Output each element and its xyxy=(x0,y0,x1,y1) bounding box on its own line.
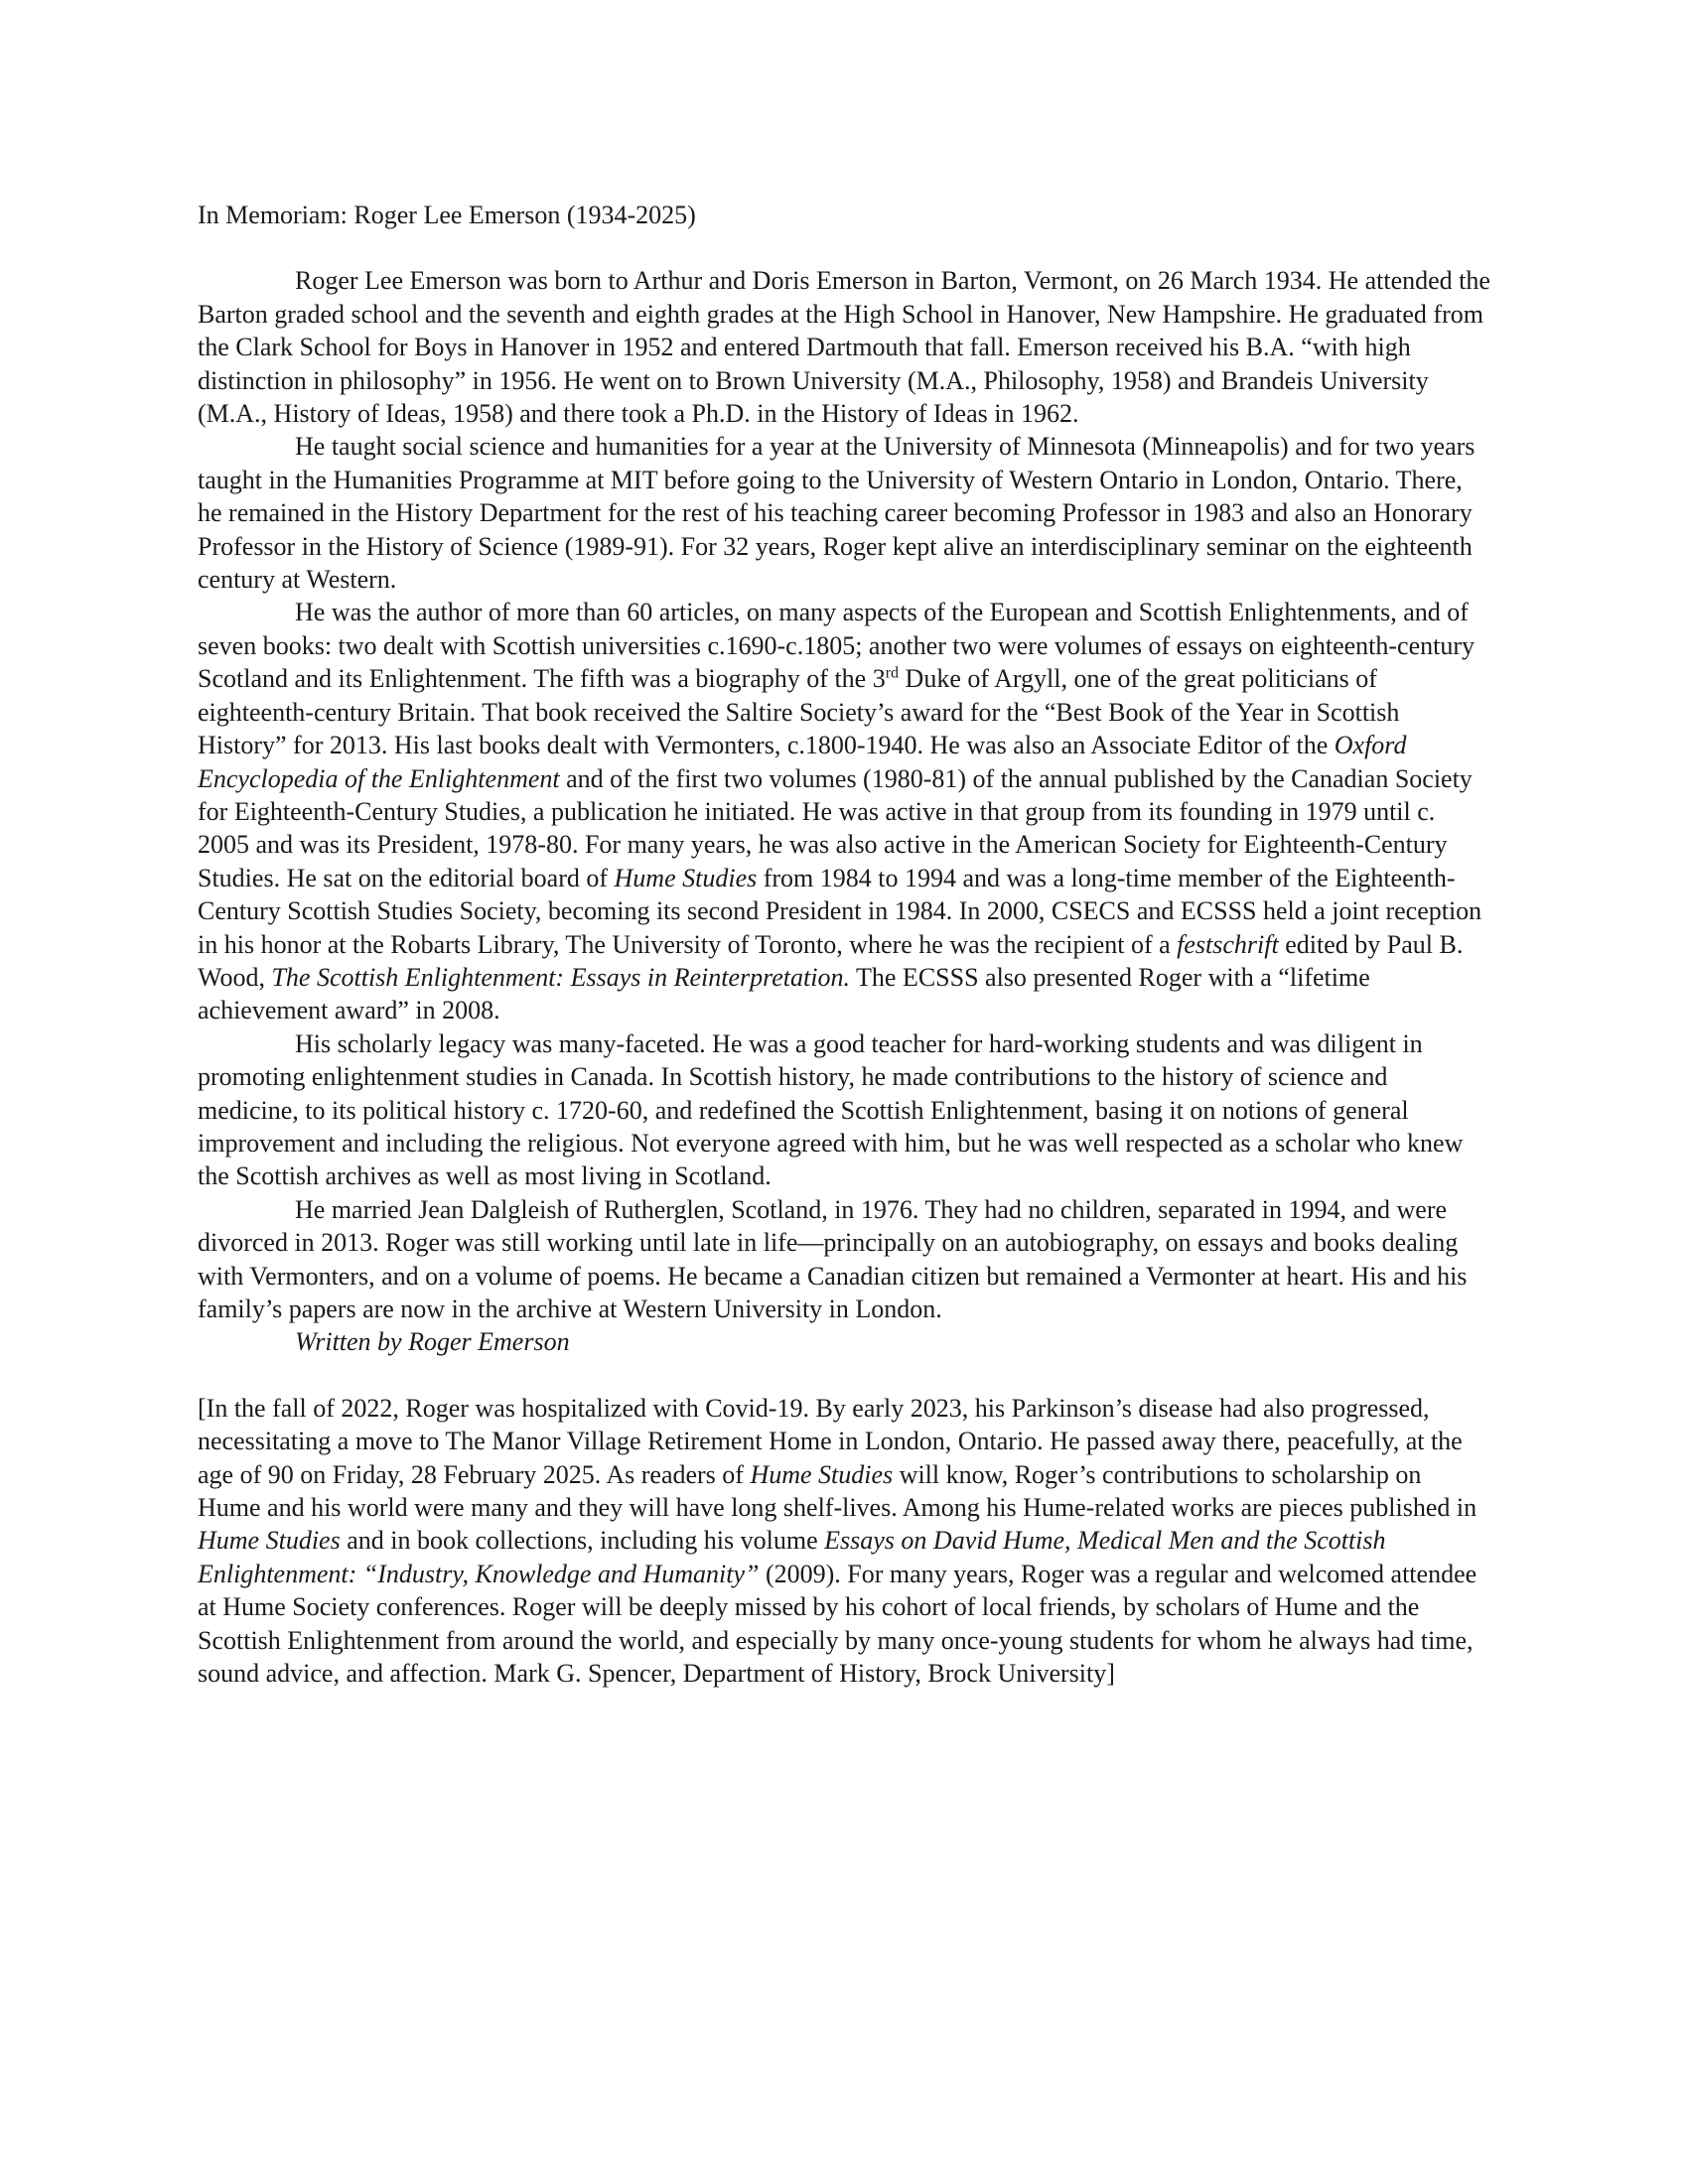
text-run: Duke of Argyll, one of the great politicians of eighteenth-century Britain. That book received the Saltire Society’s award for the “Best Book of the Year in Scottish History” for 2013. His last books dealt with Vermonters, c.1800-1940. He was also an Associate Editor of the xyxy=(198,664,1400,760)
text-run: and of the first two volumes (1980-81) of the annual published by the Canadian Society for Eighteenth-Century Studies, a publication he initiated. He was active in that group from its founding in 1979 until c. 2005 and was its President, 1978-80. For many years, he was also active in the American Society for Eighteenth-Century Studies. He sat on the editorial board of xyxy=(198,763,1473,892)
paragraph-early-life: Roger Lee Emerson was born to Arthur and Doris Emerson in Barton, Vermont, on 26 March 1934. He attended the Barton graded school and the seventh and eighth grades at the High School in Hanover, New Hampshire. He graduated from the Clark School for Boys in Hanover in 1952 and entered Dartmouth that fall. Emerson received his B.A. “with high distinction in philosophy” in 1956. He went on to Brown University (M.A., Philosophy, 1958) and Brandeis University (M.A., History of Ideas, 1958) and there took a Ph.D. in the History of Ideas in 1962. xyxy=(198,266,1490,429)
text-run: edited by Paul B. Wood, xyxy=(198,929,1464,992)
book-title: The Scottish Enlightenment: Essays in Reinterpretation. xyxy=(271,962,850,992)
text-run: from 1984 to 1994 and was a long-time member of the Eighteenth-Century Scottish Studies Society, becoming its second President in 1984. In 2000, CSECS and ECSSS held a joint reception in his honor at the Robarts Library, The University of Toronto, where he was the recipient of a xyxy=(198,863,1482,959)
signature-line: Written by Roger Emerson xyxy=(295,1327,570,1357)
book-title: Oxford Encyclopedia of the Enlightenment xyxy=(198,731,1407,793)
ordinal-suffix: rd xyxy=(885,664,900,682)
text-run: and in book collections, including his volume xyxy=(340,1526,825,1556)
page-title: In Memoriam: Roger Lee Emerson (1934-2025) xyxy=(198,201,696,229)
text-run: [In the fall of 2022, Roger was hospitalized with Covid-19. By early 2023, his Parkinson’s disease had also progressed, necessitating a move to The Manor Village Retirement Home in London, Ontario. He passed away there, peacefully, at the age of 90 on Friday, 28 February 2025. As readers of xyxy=(198,1393,1463,1489)
document-page xyxy=(198,199,1490,1690)
journal-title: Hume Studies xyxy=(750,1459,894,1489)
book-title: Essays on David Hume, Medical Men and the Scottish Enlightenment: “Industry, Knowledge and Humanity” xyxy=(198,1526,1386,1588)
editor-note xyxy=(198,1392,1490,1691)
foreign-term: festschrift xyxy=(1177,929,1279,959)
text-run: (2009). For many years, Roger was a regular and welcomed attendee at Hume Society conferences. Roger will be deeply missed by his cohort of local friends, by scholars of Hume and the Scottish Enlightenment from around the world, and especially by many once-young students for whom he always had time, sound advice, and affection. Mark G. Spencer, Department of History, Brock University] xyxy=(198,1559,1477,1689)
paragraph-teaching-career: He taught social science and humanities for a year at the University of Minnesota (Minneapolis) and for two years taught in the Humanities Programme at MIT before going to the University of Western Ontario in London, Ontario. There, he remained in the History Department for the rest of his teaching career becoming Professor in 1983 and also an Honorary Professor in the History of Science (1989-91). For 32 years, Roger kept alive an interdisciplinary seminar on the eighteenth century at Western. xyxy=(198,432,1476,595)
journal-title: Hume Studies xyxy=(614,863,758,892)
paragraph-personal-life: He married Jean Dalgleish of Rutherglen, Scotland, in 1976. They had no children, separated in 1994, and were divorced in 2013. Roger was still working until late in life—principally on an autobiography, on essays and books dealing with Vermonters, and on a volume of poems. He became a Canadian citizen but remained a Vermonter at heart. His and his family’s papers are now in the archive at Western University in London. xyxy=(198,1194,1468,1323)
text-run: will know, Roger’s contributions to scholarship on Hume and his world were many and they will have long shelf-lives. Among his Hume-related works are pieces published in xyxy=(198,1459,1477,1523)
paragraph-legacy: His scholarly legacy was many-faceted. He was a good teacher for hard-working students and was diligent in promoting enlightenment studies in Canada. In Scottish history, he made contributions to the history of science and medicine, to its political history c. 1720-60, and redefined the Scottish Enlightenment, basing it on notions of general improvement and including the religious. Not everyone agreed with him, but he was well respected as a scholar who knew the Scottish archives as well as most living in Scotland. xyxy=(198,1028,1464,1191)
text-run: He was the author of more than 60 articles, on many aspects of the European and Scottish Enlightenments, and of seven books: two dealt with Scottish universities c.1690-c.1805; another two were volumes of essays on eighteenth-century Scotland and its Enlightenment. The fifth was a biography of the 3 xyxy=(198,598,1475,694)
paragraph-publications xyxy=(198,596,1490,1026)
journal-title: Hume Studies xyxy=(198,1526,341,1556)
text-run: The ECSSS also presented Roger with a “lifetime achievement award” in 2008. xyxy=(198,962,1370,1025)
